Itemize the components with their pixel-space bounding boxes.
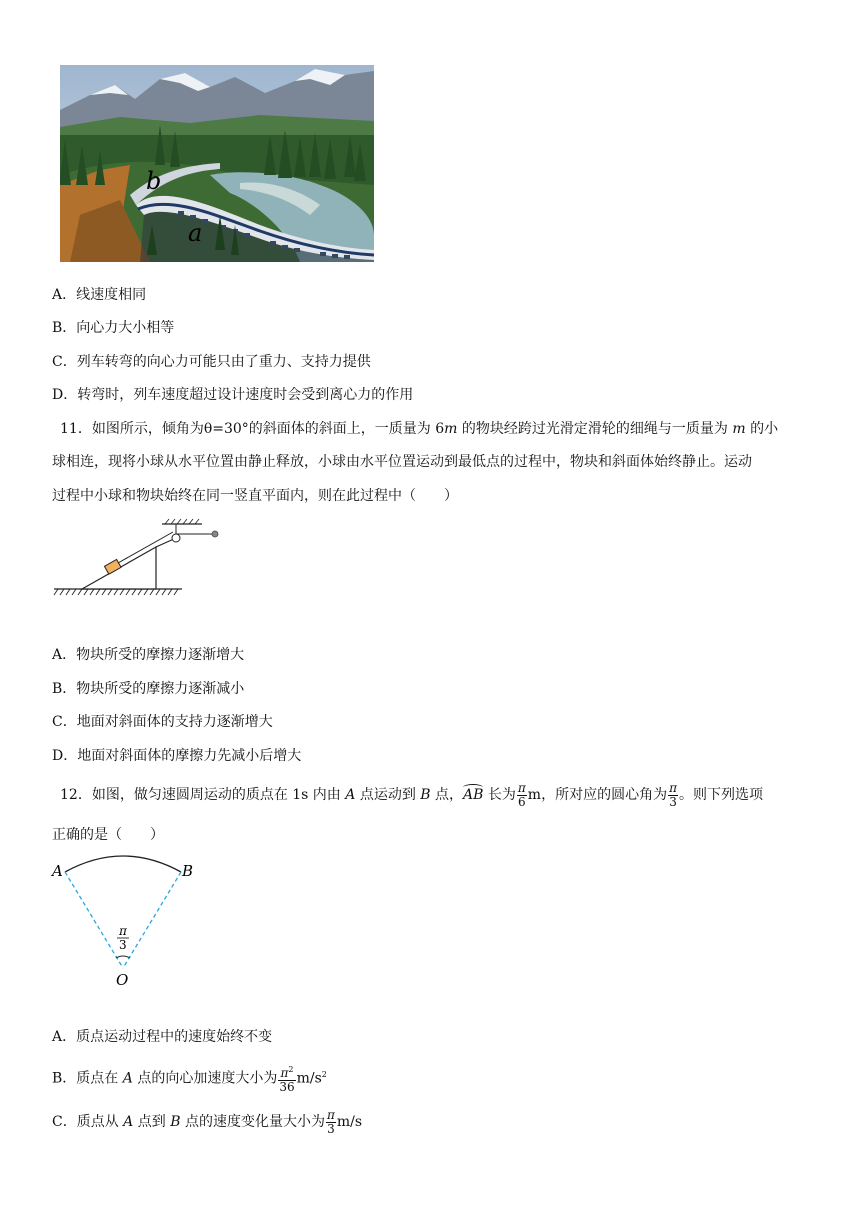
q10-option-d: D．转弯时，列车速度超过设计速度时会受到离心力的作用 xyxy=(52,387,414,403)
angle-denominator: 3 xyxy=(119,938,127,952)
circular-motion-diagram xyxy=(48,848,208,996)
q11-option-c: C．地面对斜面体的支持力逐渐增大 xyxy=(52,714,273,730)
angle-numerator: π xyxy=(119,924,127,938)
label-a: A xyxy=(52,862,63,880)
label-o: O xyxy=(116,971,129,989)
q12-stem-line2: 正确的是（ ） xyxy=(52,827,164,843)
q12-option-b: B．质点在 A 点的向心加速度大小为 $\frac{\pi^2}{36}$ $m/s^2$ xyxy=(52,1065,327,1095)
central-angle-fraction: $\frac{\pi}{3}$ xyxy=(669,780,677,809)
q12-option-c: C．质点从 A 点到 B 点的速度变化量大小为 $\frac{\pi}{3}$ m/s xyxy=(52,1107,363,1136)
q10-option-c: C．列车转弯的向心力可能只由了重力、支持力提供 xyxy=(52,354,371,370)
q12-stem-line1: 12．如图，做匀速圆周运动的质点在 1s 内由 A 点运动到 B 点， AB 长为 $\frac{\pi}{6}$ m，所对应的圆心角为 $\frac{\pi}{3}$ 。则下列选项 xyxy=(60,778,763,812)
q11-option-a: A．物块所受的摩擦力逐渐增大 xyxy=(52,647,245,663)
q11-stem-line2: 球相连，现将小球从水平位置由静止释放，小球由水平位置运动到最低点的过程中，物块和斜面体始终静止。运动 xyxy=(52,454,752,470)
photo-label-a: a xyxy=(188,219,203,247)
q12-option-a: A．质点运动过程中的速度始终不变 xyxy=(52,1029,273,1045)
incline-pulley-diagram xyxy=(52,518,222,604)
label-b: B xyxy=(182,862,194,880)
photo-label-b: b xyxy=(146,167,162,195)
arc-length-fraction: $\frac{\pi}{6}$ xyxy=(517,780,526,809)
q10-option-b: B．向心力大小相等 xyxy=(52,320,175,336)
q11-stem-line1: 11．如图所示，倾角为θ=30°的斜面体的斜面上，一质量为 6m 的物块经跨过光滑定滑轮的细绳与一质量为 m 的小 xyxy=(60,421,779,437)
q11-stem-line3: 过程中小球和物块始终在同一竖直平面内，则在此过程中（ ） xyxy=(52,488,458,504)
q10-option-a: A．线速度相同 xyxy=(52,287,147,303)
train-curve-photo xyxy=(60,65,374,262)
q11-option-b: B．物块所受的摩擦力逐渐减小 xyxy=(52,681,245,697)
q11-option-d: D．地面对斜面体的摩擦力先减小后增大 xyxy=(52,748,302,764)
arc-ab-symbol: AB xyxy=(463,778,483,812)
